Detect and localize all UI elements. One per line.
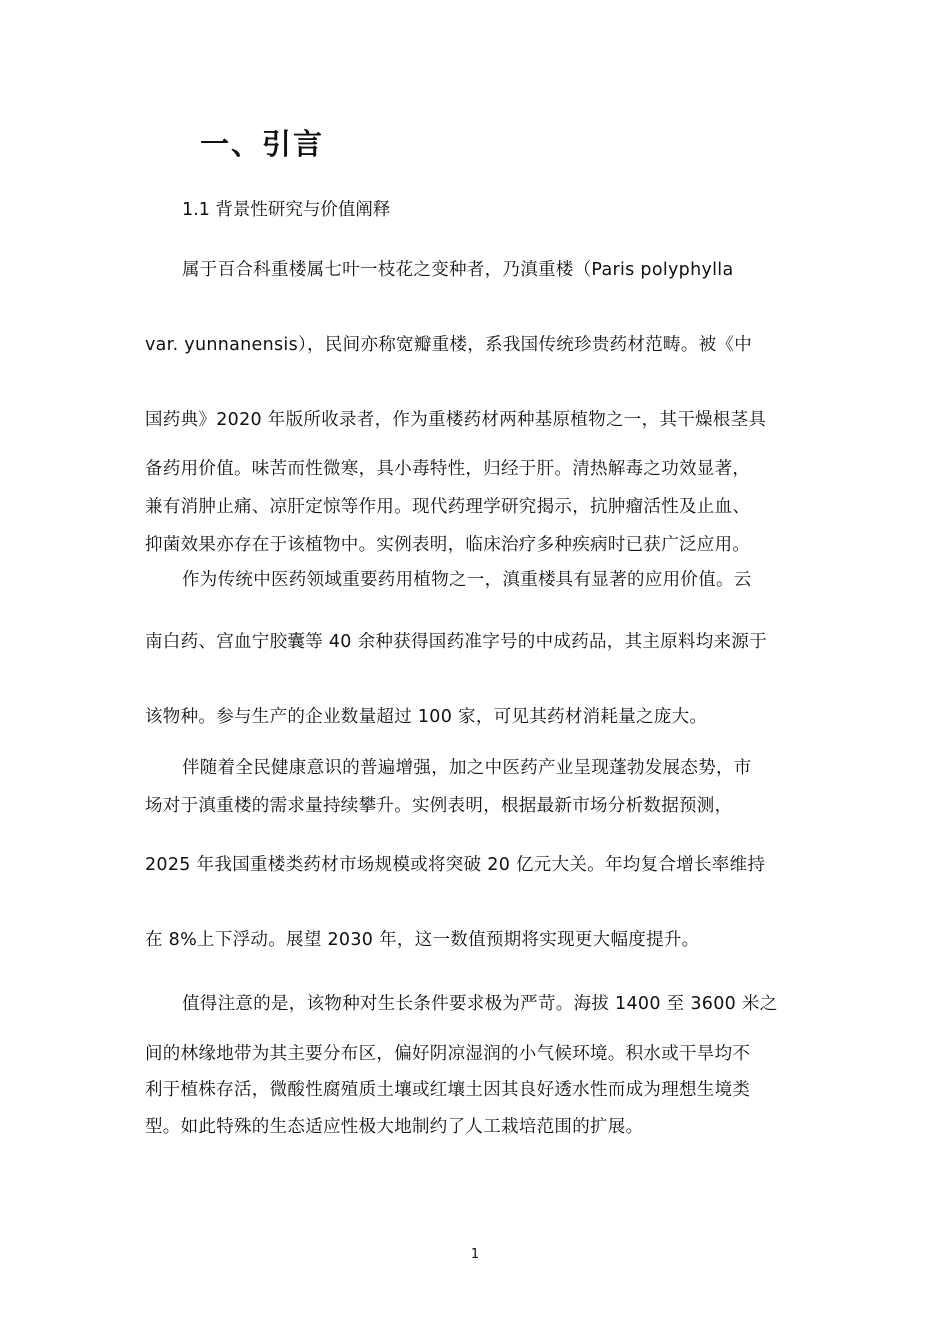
- paragraph-line: 2025 年我国重楼类药材市场规模或将突破 20 亿元大关。年均复合增长率维持: [145, 855, 766, 875]
- paragraph-line: 型。如此特殊的生态适应性极大地制约了人工栽培范围的扩展。: [145, 1117, 644, 1137]
- paragraph-line: 兼有消肿止痛、凉肝定惊等作用。现代药理学研究揭示，抗肿瘤活性及止血、: [145, 497, 751, 517]
- section-heading: 一、引言: [200, 127, 325, 161]
- subsection-heading: 1.1 背景性研究与价值阐释: [182, 200, 391, 220]
- paragraph-line: 南白药、宫血宁胶囊等 40 余种获得国药准字号的中成药品，其主原料均来源于: [145, 632, 767, 652]
- paragraph-line: 场对于滇重楼的需求量持续攀升。实例表明，根据最新市场分析数据预测，: [145, 796, 733, 816]
- paragraph-line: var. yunnanensis），民间亦称宽瓣重楼，系我国传统珍贵药材范畴。被《中: [145, 335, 753, 355]
- page-number: 1: [470, 1247, 480, 1262]
- paragraph-line: 抑菌效果亦存在于该植物中。实例表明，临床治疗多种疾病时已获广泛应用。: [145, 535, 751, 555]
- paragraph-line: 利于植株存活，微酸性腐殖质土壤或红壤土因其良好透水性而成为理想生境类: [145, 1080, 751, 1100]
- paragraph-line: 国药典》2020 年版所收录者，作为重楼药材两种基原植物之一，其干燥根茎具: [145, 410, 767, 430]
- paragraph-line: 在 8%上下浮动。展望 2030 年，这一数值预期将实现更大幅度提升。: [145, 930, 700, 950]
- paragraph-line: 备药用价值。味苦而性微寒，具小毒特性，归经于肝。清热解毒之功效显著，: [145, 459, 751, 479]
- paragraph-line: 作为传统中医药领域重要药用植物之一，滇重楼具有显著的应用价值。云: [182, 570, 752, 590]
- paragraph-line: 该物种。参与生产的企业数量超过 100 家，可见其药材消耗量之庞大。: [145, 707, 708, 727]
- paragraph-line: 伴随着全民健康意识的普遍增强，加之中医药产业呈现蓬勃发展态势，市: [182, 758, 752, 778]
- paragraph-line: 间的林缘地带为其主要分布区，偏好阴凉湿润的小气候环境。积水或干旱均不: [145, 1044, 751, 1064]
- paragraph-line: 值得注意的是，该物种对生长条件要求极为严苛。海拔 1400 至 3600 米之: [182, 994, 778, 1014]
- paragraph-line: 属于百合科重楼属七叶一枝花之变种者，乃滇重楼（Paris polyphylla: [182, 260, 734, 280]
